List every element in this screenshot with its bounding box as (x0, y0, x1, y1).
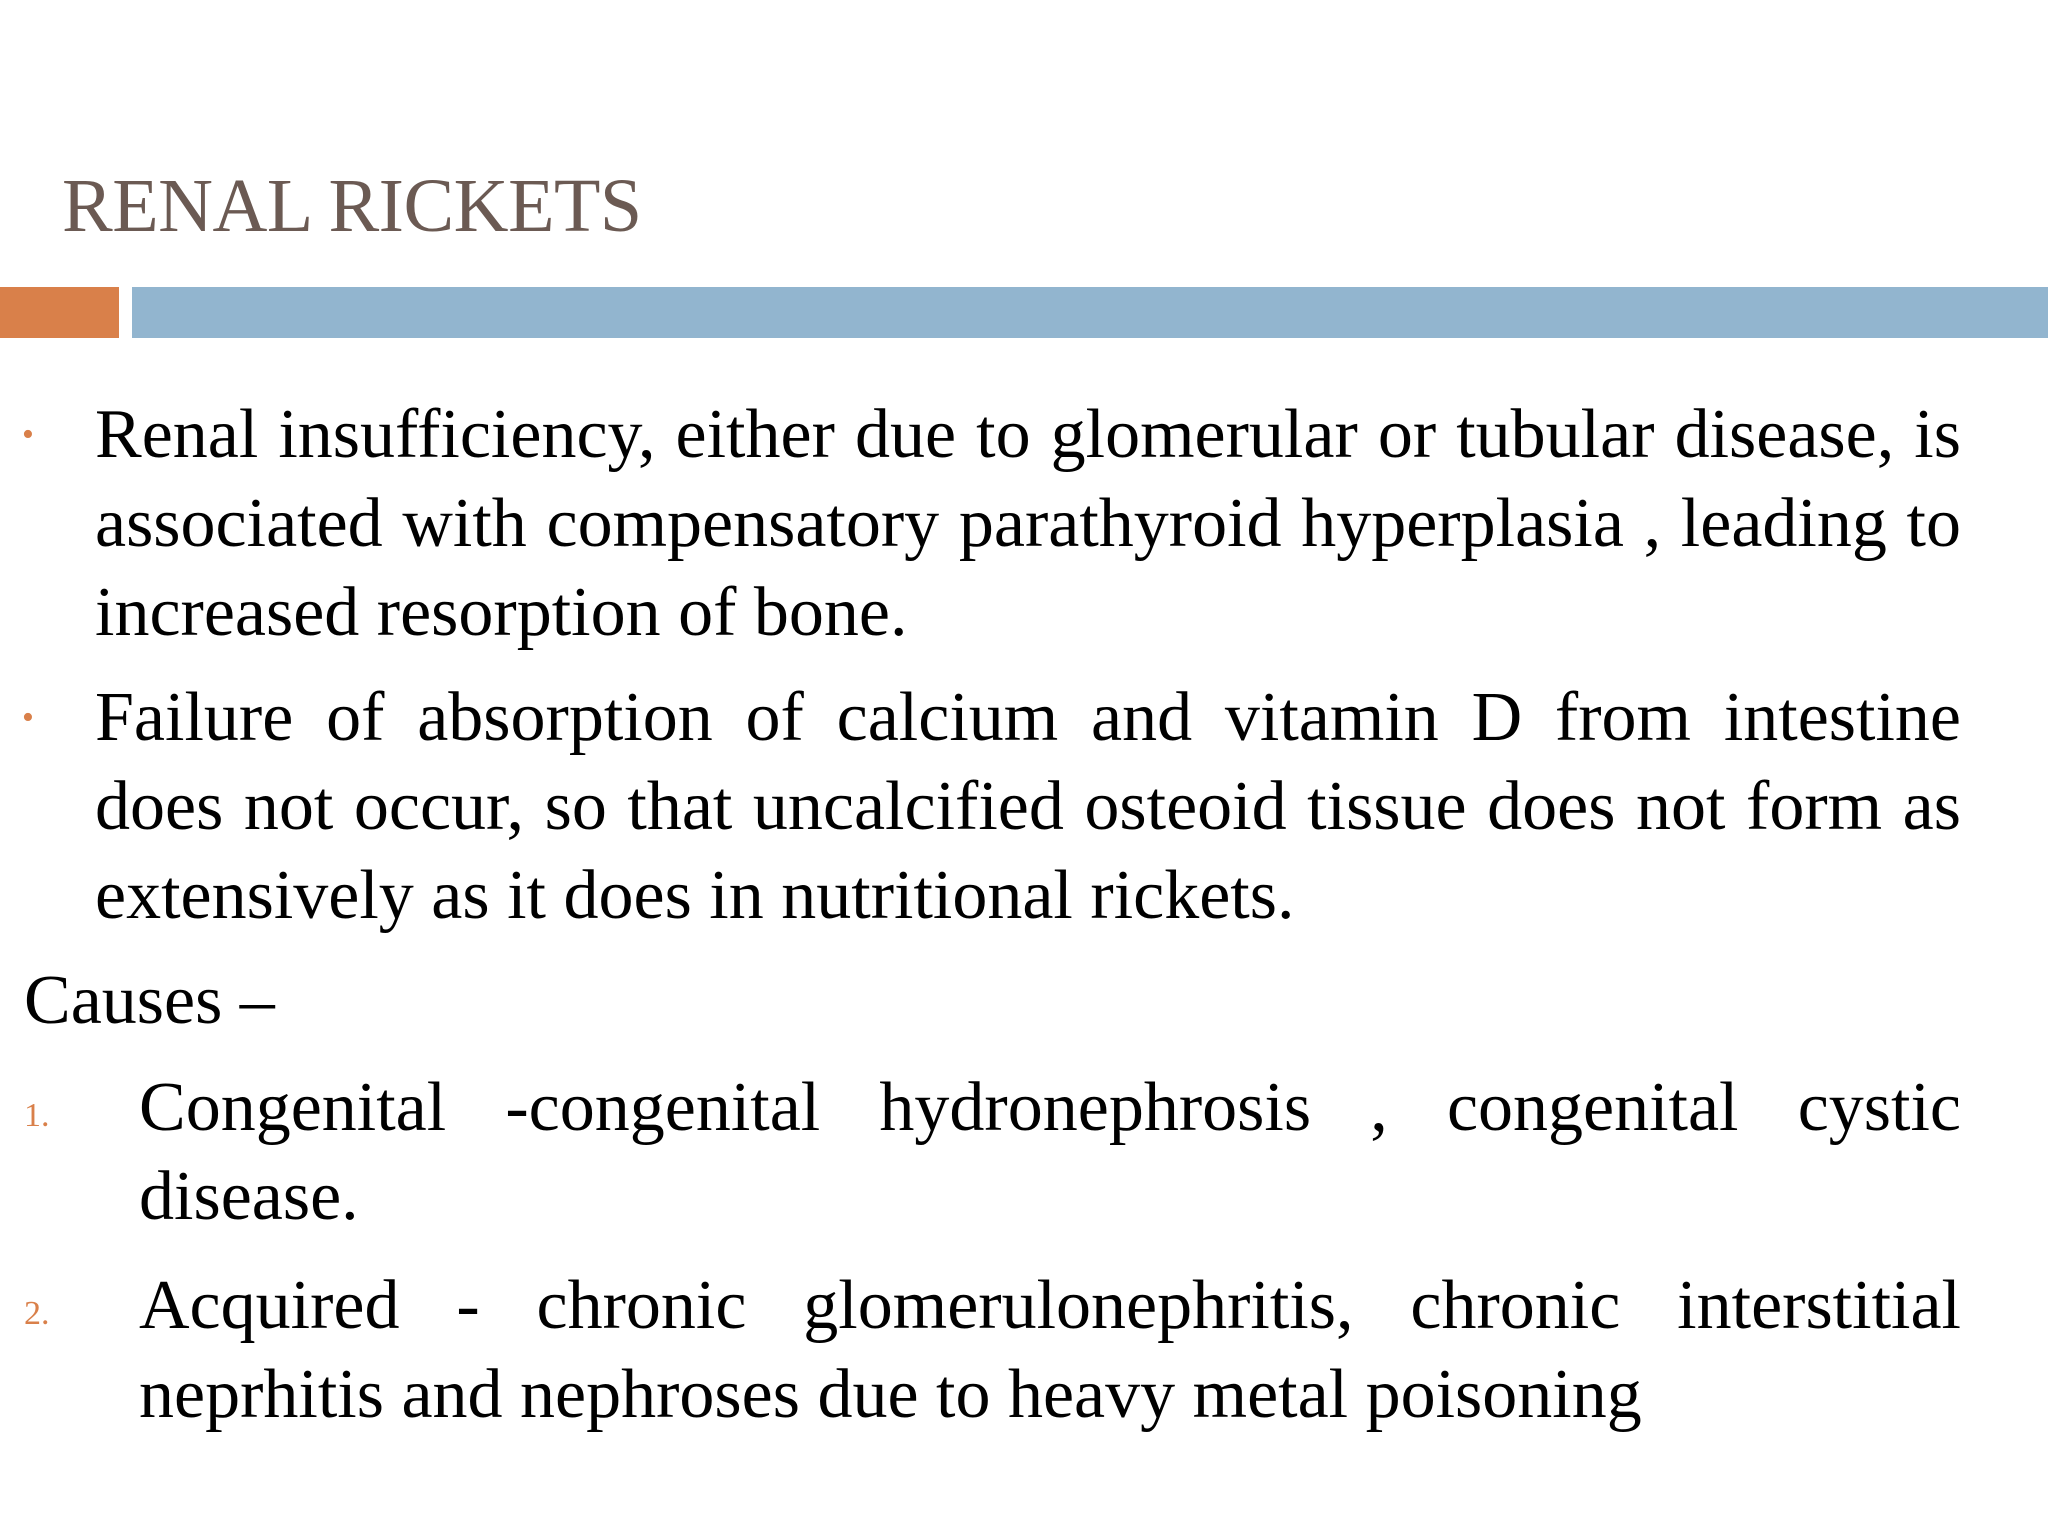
bullet-dot-icon: • (22, 416, 34, 453)
cause-item-congenital (0, 1063, 1961, 1241)
bullet-item-absorption-failure (0, 673, 1961, 940)
title-accent-bar-orange (0, 287, 119, 338)
cause-text: Congenital -congenital hydronephrosis , congenital cystic disease. (139, 1069, 1961, 1235)
bullet-text: Renal insufficiency, either due to glomerular or tubular disease, is associated with compensatory parathyroid hyperplasia , leading to increased resorption of bone. (95, 396, 1961, 651)
title-accent-bar-blue (132, 287, 2048, 338)
causes-heading: Causes – (24, 962, 275, 1039)
bullet-text: Failure of absorption of calcium and vitamin D from intestine does not occur, so that uncalcified osteoid tissue does not form as extensively as it does in nutritional rickets. (95, 679, 1961, 934)
cause-text: Acquired - chronic glomerulonephritis, chronic interstitial neprhitis and nephroses due to heavy metal poisoning (139, 1267, 1961, 1433)
cause-item-acquired (0, 1261, 1961, 1439)
slide-title: RENAL RICKETS (62, 164, 642, 248)
bullet-dot-icon: • (22, 699, 34, 736)
slide-content (0, 390, 2048, 1459)
bullet-item-renal-insufficiency (0, 390, 1961, 657)
list-number: 2. (24, 1295, 50, 1332)
list-number: 1. (24, 1097, 50, 1134)
